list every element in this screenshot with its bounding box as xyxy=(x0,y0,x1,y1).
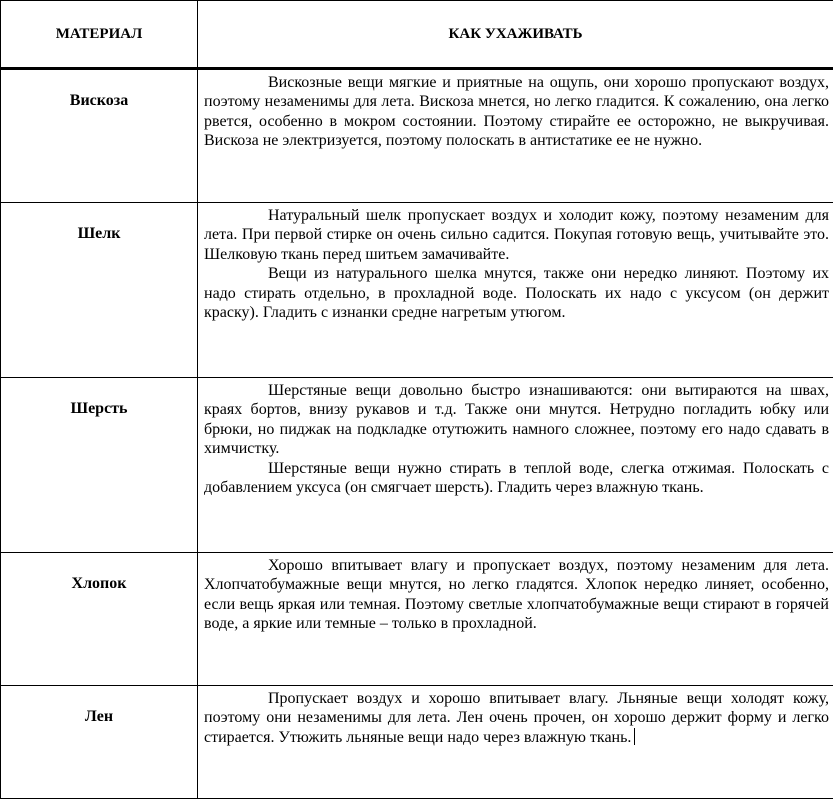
header-material: МАТЕРИАЛ xyxy=(1,1,198,69)
table-row xyxy=(1,378,833,553)
care-paragraph: Вискозные вещи мягкие и приятные на ощупь, они хорошо пропускают воздух, поэтому незаменимы для лета. Вискоза мнется, но легко гладится. К сожалению, она легко рвется, особенно в мокром состоянии. Поэтому стирайте ее осторожно, не выкручивая. Вискоза не электризуется, поэтому полоскать в антистатике ее не нужно. xyxy=(204,73,829,151)
care-cell[interactable] xyxy=(198,553,833,686)
care-paragraph: Хорошо впитывает влагу и пропускает воздух, поэтому незаменим для лета. Хлопчатобумажные вещи мнутся, но легко гладятся. Хлопок нередко линяет, особенно, если вещь яркая или темная. Поэтому светлые хлопчатобумажные вещи стирают в горячей воде, а яркие или темные – только в прохладной. xyxy=(204,556,829,634)
material-cell: Шерсть xyxy=(1,378,198,553)
care-paragraph: Шерстяные вещи довольно быстро изнашиваются: они вытираются на швах, краях бортов, внизу рукавов и т.д. Также они мнутся. Нетрудно погладить юбку или брюки, но пиджак на подкладке отутюжить намного сложнее, поэтому его надо сдавать в химчистку. xyxy=(204,381,829,459)
material-cell: Шелк xyxy=(1,203,198,378)
material-cell: Лен xyxy=(1,686,198,799)
care-paragraph-text: Пропускает воздух и хорошо впитывает влагу. Льняные вещи холодят кожу, поэтому они незаменимы для лета. Лен очень прочен, он хорошо держит форму и легко стирается. Утюжить льняные вещи надо через влажную ткань. xyxy=(204,690,829,746)
care-cell[interactable] xyxy=(198,686,833,799)
care-cell[interactable] xyxy=(198,69,833,203)
text-cursor xyxy=(634,728,635,745)
table-row xyxy=(1,686,833,799)
header-care: КАК УХАЖИВАТЬ xyxy=(198,1,833,69)
care-paragraph: Натуральный шелк пропускает воздух и холодит кожу, поэтому незаменим для лета. При первой стирке он очень сильно садится. Покупая готовую вещь, учитывайте это. Шелковую ткань перед шитьем замачивайте. xyxy=(204,206,829,264)
material-cell: Хлопок xyxy=(1,553,198,686)
table-header-row xyxy=(1,1,833,69)
care-paragraph: Шерстяные вещи нужно стирать в теплой воде, слегка отжимая. Полоскать с добавлением уксуса (он смягчает шерсть). Гладить через влажную ткань. xyxy=(204,459,829,498)
table-row xyxy=(1,69,833,203)
care-cell[interactable] xyxy=(198,203,833,378)
care-cell[interactable] xyxy=(198,378,833,553)
table-row xyxy=(1,203,833,378)
care-paragraph xyxy=(204,689,829,747)
care-paragraph: Вещи из натурального шелка мнутся, также они нередко линяют. Поэтому их надо стирать отдельно, в прохладной воде. Полоскать их надо с уксусом (он держит краску). Гладить с изнанки средне нагретым утюгом. xyxy=(204,264,829,322)
material-cell: Вискоза xyxy=(1,69,198,203)
table-row xyxy=(1,553,833,686)
